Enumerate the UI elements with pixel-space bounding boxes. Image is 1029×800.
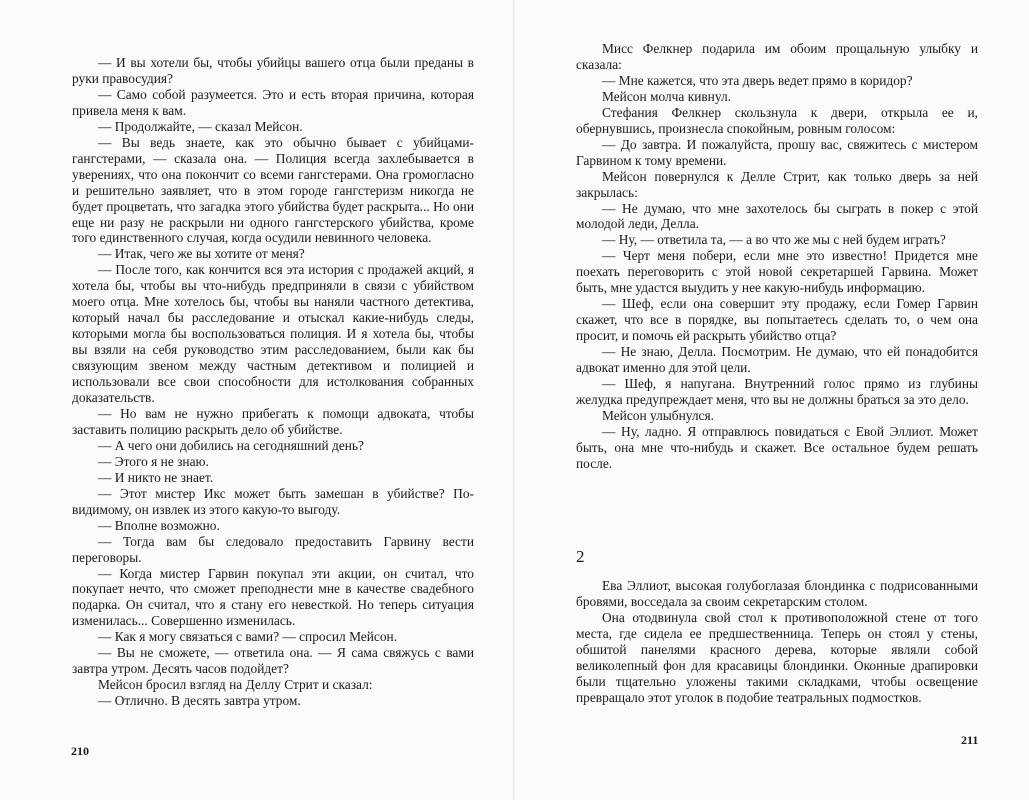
page-number: 211: [961, 733, 979, 747]
paragraph: — Черт меня побери, если мне это известно! Придется мне поехать переговорить с этой новой секретаршей Гарвина. Может быть, мне удастся выудить у нее какую-нибудь информацию.: [576, 248, 978, 296]
right-page-text: [576, 41, 978, 472]
paragraph: Она отодвинула свой стол к противоположной стене от того места, где сидела ее предшественница. Теперь он стоял у стены, обшитой панелями красного дерева, которые являли собой великолепный фон для красавицы блондинки. Оконные драпировки были тщательно уложены такими складками, чтобы освещение превращало этот уголок в подобие театральных подмостков.: [576, 609, 978, 705]
paragraph: — Этого я не знаю.: [98, 453, 209, 469]
paragraph: — Продолжайте, — сказал Мейсон.: [98, 118, 303, 134]
paragraph: — Шеф, я напугана. Внутренний голос прямо из глубины желудка предупреждает меня, что вы не должны браться за это дело.: [576, 376, 978, 407]
paragraph: Мейсон молча кивнул.: [602, 88, 731, 104]
paragraph: Мейсон бросил взгляд на Деллу Стрит и сказал:: [98, 677, 373, 693]
paragraph: — Ну, ладно. Я отправлюсь повидаться с Евой Эллиот. Может быть, она мне что-нибудь и скажет. Все остальное будем решать после.: [576, 423, 978, 471]
paragraph: Ева Эллиот, высокая голубоглазая блондинка с подрисованными бровями, восседала за своим секретарским столом.: [576, 578, 978, 609]
paragraph: Мейсон улыбнулся.: [602, 407, 714, 423]
left-page-text: [72, 55, 474, 709]
paragraph: — Вы ведь знаете, как это обычно бывает с убийцами-гангстерами, — сказала она. — Полиция всегда захлебывается в уверениях, что она покончит со всеми гангстерами. Она громогласно и решительно заявляет, что в этом городе гангстеризм никогда не будет процветать, что загадка этого убийства будет раскрыта... Но они еще ни разу не раскрыли ни одного гангстерского убийства, кроме того единственного случая, когда осудили невинного человека.: [72, 134, 474, 246]
paragraph: — Тогда вам бы следовало предоставить Гарвину вести переговоры.: [72, 533, 474, 565]
paragraph: — Шеф, если она совершит эту продажу, если Гомер Гарвин скажет, что все в порядке, вы попытаетесь сделать то, о чем она просит, и помочь ей раскрыть убийство отца?: [576, 296, 978, 344]
paragraph: — После того, как кончится вся эта история с продажей акций, я хотела бы, чтобы вы что-нибудь предприняли в связи с убийством моего отца. Мне хотелось бы, чтобы вы наняли частного детектива, который начал бы расследование и отыскал какие-нибудь следы, которыми могла бы воспользоваться полиция. И я хотела бы, чтобы вы взяли на себя руководство этим расследованием, были как бы связующим звеном между частным детективом и полицией и использовали все свои способности для истолкования собранных доказательств.: [72, 262, 474, 406]
paragraph: — Этот мистер Икс может быть замешан в убийстве? По-видимому, он извлек из этого какую-то выгоду.: [72, 485, 474, 517]
paragraph: Мейсон повернулся к Делле Стрит, как только дверь за ней закрылась:: [576, 168, 978, 200]
paragraph: — Когда мистер Гарвин покупал эти акции, он считал, что покупает нечто, что сможет преподнести мне в качестве свадебного подарка. Он считал, что я стану его невесткой. Но теперь ситуация изменилась... Совершенно изменилась.: [72, 565, 474, 629]
chapter-number: 2: [576, 547, 585, 566]
paragraph: — Но вам не нужно прибегать к помощи адвоката, чтобы заставить полицию раскрыть дело об убийстве.: [72, 405, 474, 437]
right-page: [515, 0, 1029, 800]
paragraph: — Вполне возможно.: [98, 517, 220, 533]
paragraph: — Итак, чего же вы хотите от меня?: [98, 246, 305, 262]
paragraph: — Как я могу связаться с вами? — спросил Мейсон.: [98, 629, 398, 645]
left-page: [0, 0, 513, 800]
chapter-text: [576, 578, 978, 706]
paragraph: — И вы хотели бы, чтобы убийцы вашего отца были преданы в руки правосудия?: [72, 55, 474, 86]
paragraph: Мисс Фелкнер подарила им обоим прощальную улыбку и сказала:: [576, 41, 978, 72]
paragraph: — Само собой разумеется. Это и есть вторая причина, которая привела меня к вам.: [72, 86, 474, 118]
paragraph: — До завтра. И пожалуйста, прошу вас, свяжитесь с мистером Гарвином к тому времени.: [576, 136, 978, 168]
page-number: 210: [71, 744, 89, 758]
paragraph: — Мне кажется, что эта дверь ведет прямо в коридор?: [602, 72, 913, 88]
paragraph: — Вы не сможете, — ответила она. — Я сама свяжусь с вами завтра утром. Десять часов подойдет?: [72, 645, 474, 677]
paragraph: — Не думаю, что мне захотелось бы сыграть в покер с этой молодой леди, Делла.: [576, 200, 978, 232]
paragraph: — А чего они добились на сегодняшний день?: [98, 437, 364, 453]
paragraph: — И никто не знает.: [98, 469, 214, 485]
paragraph: — Отлично. В десять завтра утром.: [98, 693, 301, 709]
paragraph: — Не знаю, Делла. Посмотрим. Не думаю, что ей понадобится адвокат именно для этой цели.: [576, 344, 978, 376]
paragraph: Стефания Фелкнер скользнула к двери, открыла ее и, обернувшись, произнесла спокойным, ровным голосом:: [576, 104, 978, 136]
paragraph: — Ну, — ответила та, — а во что же мы с ней будем играть?: [602, 232, 946, 248]
